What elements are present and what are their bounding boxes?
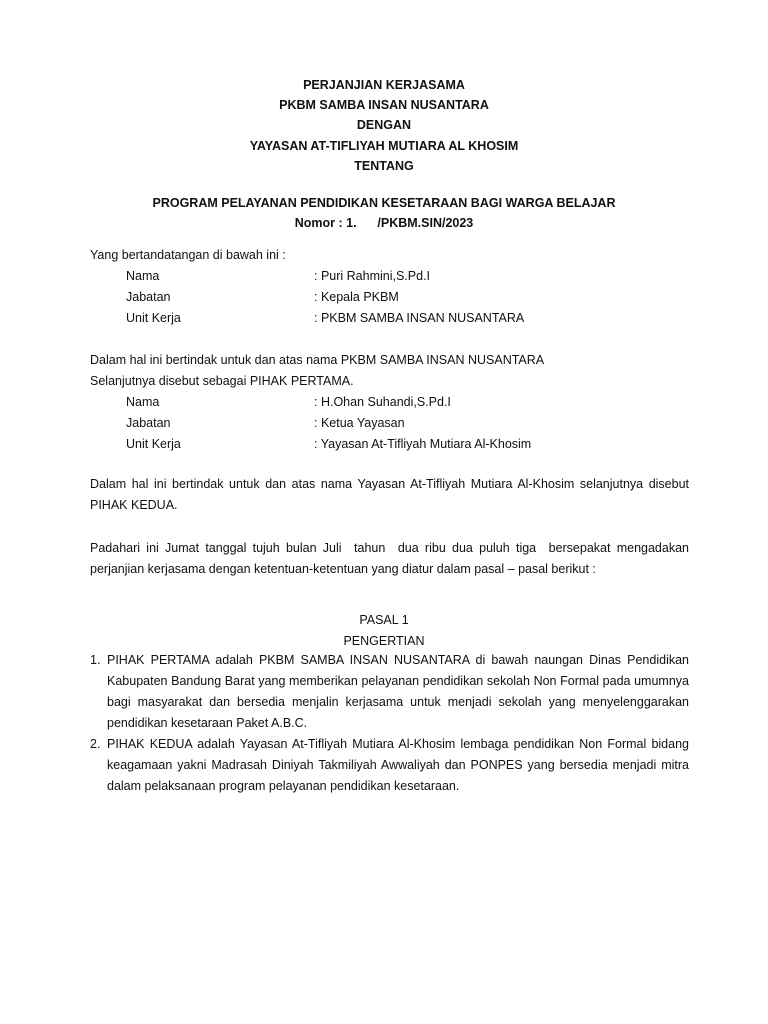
list-item-number: 1. bbox=[90, 653, 101, 667]
party2-position-value: : Ketua Yayasan bbox=[314, 416, 405, 430]
intro-text: Yang bertandatangan di bawah ini : bbox=[90, 248, 286, 262]
title-line-4: YAYASAN AT-TIFLIYAH MUTIARA AL KHOSIM bbox=[249, 138, 519, 153]
party1-name-value: : Puri Rahmini,S.Pd.I bbox=[314, 269, 431, 283]
list-item-line: PIHAK KEDUA adalah Yayasan At-Tifliyah Mutiara Al-Khosim lembaga pendidikan Non Formal bidang bbox=[107, 737, 689, 751]
title-line-6: PROGRAM PELAYANAN PENDIDIKAN KESETARAAN BAGI WARGA BELAJAR bbox=[152, 196, 616, 211]
list-item-line: Kabupaten Bandung Barat yang memberikan pelayanan pendidikan sekolah Non Formal pada umumnya bbox=[107, 674, 689, 688]
party2-statement-line1: Dalam hal ini bertindak untuk dan atas nama Yayasan At-Tifliyah Mutiara Al-Khosim selanjutnya disebut bbox=[90, 477, 689, 491]
party1-statement-line1: Dalam hal ini bertindak untuk dan atas nama PKBM SAMBA INSAN NUSANTARA bbox=[90, 353, 545, 367]
agreement-line2: perjanjian kerjasama dengan ketentuan-ketentuan yang diatur dalam pasal – pasal berikut : bbox=[90, 562, 596, 576]
party1-position-value: : Kepala PKBM bbox=[314, 290, 399, 304]
list-item-line: PIHAK PERTAMA adalah PKBM SAMBA INSAN NUSANTARA di bawah naungan Dinas Pendidikan bbox=[107, 653, 689, 667]
list-item-number: 2. bbox=[90, 737, 101, 751]
document-title-block bbox=[0, 75, 768, 233]
party1-statement-line2: Selanjutnya disebut sebagai PIHAK PERTAMA. bbox=[90, 374, 354, 388]
party1-unit-label: Unit Kerja bbox=[126, 311, 181, 325]
list-item-line: dalam pelaksanaan program pelayanan pendidikan kesetaraan. bbox=[107, 779, 460, 793]
pasal1-list bbox=[90, 650, 689, 797]
title-line-1: PERJANJIAN KERJASAMA bbox=[303, 78, 465, 92]
agreement-line1: Padahari ini Jumat tanggal tujuh bulan Juli tahun dua ribu dua puluh tiga bersepakat mengadakan bbox=[90, 541, 689, 555]
list-item bbox=[90, 734, 689, 797]
document-number: Nomor : 1. /PKBM.SIN/2023 bbox=[294, 216, 474, 231]
party2-unit-value: : Yayasan At-Tifliyah Mutiara Al-Khosim bbox=[314, 437, 532, 451]
pasal1-title: PASAL 1 bbox=[359, 613, 409, 627]
pasal1-subtitle: PENGERTIAN bbox=[343, 634, 425, 648]
party2-statement-line2: PIHAK KEDUA. bbox=[90, 498, 178, 512]
list-item-line: bagi masyarakat dan bersedia menjalin kerjasama untuk menjadi sekolah yang menyelenggarakan bbox=[107, 695, 689, 709]
party1-position-label: Jabatan bbox=[126, 290, 171, 304]
list-item-line: keagamaan yakni Madrasah Diniyah Takmiliyah Awwaliyah dan PONPES yang bersedia menjadi mitra bbox=[107, 758, 689, 772]
title-line-2: PKBM SAMBA INSAN NUSANTARA bbox=[279, 98, 489, 113]
title-spacer bbox=[0, 176, 768, 193]
list-item-line: pendidikan kesetaraan Paket A.B.C. bbox=[107, 716, 308, 730]
title-line-5: TENTANG bbox=[354, 158, 414, 173]
list-item-body bbox=[107, 650, 689, 734]
party2-name-value: : H.Ohan Suhandi,S.Pd.I bbox=[314, 395, 451, 409]
party2-unit-label: Unit Kerja bbox=[126, 437, 181, 451]
party1-name-label: Nama bbox=[126, 269, 160, 283]
party2-statement bbox=[90, 474, 689, 516]
party2-name-label: Nama bbox=[126, 395, 160, 409]
title-line-3: DENGAN bbox=[356, 118, 412, 133]
list-item bbox=[90, 650, 689, 734]
list-item-body bbox=[107, 734, 689, 797]
agreement-paragraph bbox=[90, 538, 689, 580]
party2-position-label: Jabatan bbox=[126, 416, 171, 430]
party1-unit-value: : PKBM SAMBA INSAN NUSANTARA bbox=[314, 311, 525, 325]
